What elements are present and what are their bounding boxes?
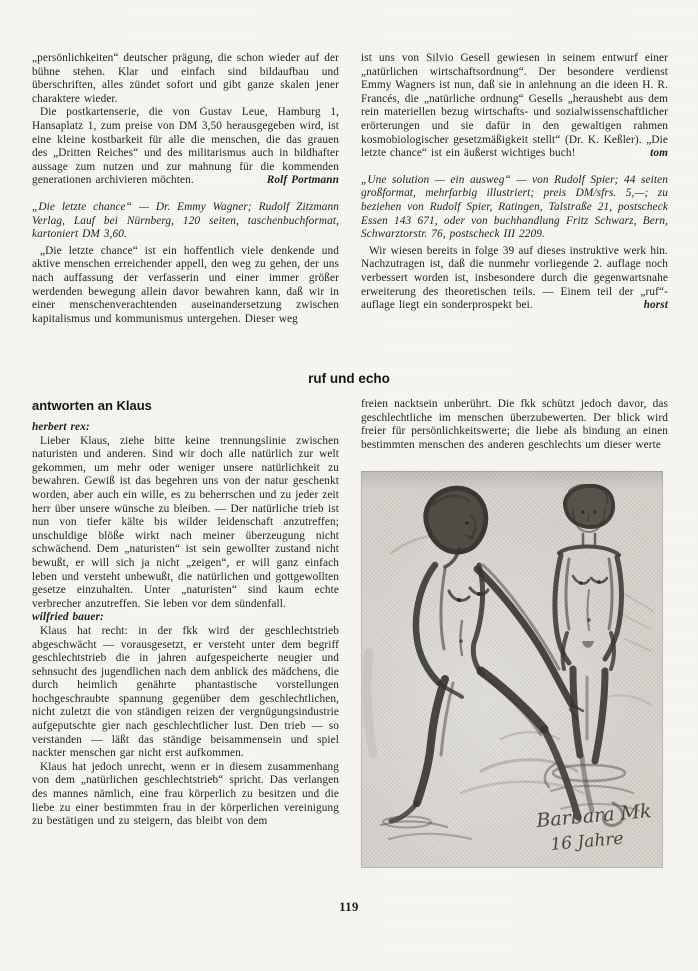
letter-wilfried-bauer-paragraph-1: Klaus hat recht: in der fkk wird der geschlechtstrieb abgeschwächt — vorausgesetzt, er versteht unter dem begriff geschlechtstrieb die in jahren aufgespeicherte neugier und sehnsucht des jugendlichen nach dem anblick des mädchens, die durch heimlich genährte phantastische vorstellungen hochgeschraubte spannung gegenüber dem geschlechtlichen, nicht zuletzt die von ständigen reizen der vergnügungsindustrie aufgeputschte gier nach geschlechtlicher lust. Den trieb — so verstanden — läßt das ständige beisammensein und spiel nackter menschen gar nicht erst aufkommen. bbox=[32, 624, 339, 760]
subsection-title-antworten-an-klaus: antworten an Klaus bbox=[32, 398, 152, 413]
book-info-une-solution: „Une solution — ein ausweg“ — von Rudolf Spier; 44 seiten großformat, mehrfarbig illustriert; preis DM/sfrs. 5,—; zu beziehen von Rudolf Spier, Ratingen, Talstraße 21, postscheck Essen 143 671, oder von buchhandlung Fritz Schwarz, Bern, Schwarztorstr. 76, postscheck III 2209. bbox=[361, 173, 668, 241]
top-review-section bbox=[32, 52, 668, 326]
book-review-die-letzte-chance: „Die letzte chance“ ist ein hoffentlich viele denkende und aktive menschen erreichender appell, den weg zu gehen, der uns nach auffassung der verfasserin und einer immer größer werdenden bewegung allein davor bewahren kann, daß wir in einer menschenverachtenden auseinandersetzung zwischen kapitalismus und kommunismus untergehen. Dieser weg bbox=[32, 244, 339, 325]
author-signature-horst: horst bbox=[643, 299, 668, 312]
echo-left-column bbox=[32, 398, 339, 868]
echo-section bbox=[32, 398, 668, 868]
review-continuation-paragraph: „persönlichkeiten“ deutscher prägung, die schon wieder auf der bühne stehen. Klar und einfach sind bildaufbau und überschriften, alles zündet sofort und gibt ganze skalen jener charaktere wieder. bbox=[32, 52, 339, 105]
top-right-column bbox=[361, 52, 668, 326]
letter-herbert-rex-paragraph: Lieber Klaus, ziehe bitte keine trennungslinie zwischen naturisten und anderen. Sind wir doch alle natürlich zur welt gekommen, um mehr oder weniger unsere natürlichkeit zu bewahren. Gewiß ist das begehren uns von der natur geschenkt worden, aber auch ein wille, es zu beherrschen und zu jeder zeit herr über unsere wünsche zu bleiben. — Der natürliche trieb ist nun von tiefer kälte bis wilder leidenschaft anzutreffen; unschuldige blöße wirkt nach meiner überzeugung nicht schwächend. Dem „naturisten“ ist sein gewollter zustand nicht bewußt, er will sich ja nicht „zeigen“, er will ganz einfach leben und versteht unbewußt, die natürlichen und gottgewollten gesetze einzuhalten. Unter „naturisten“ sind kaum echte verbrecher anzutreffen. Sie leben vor dem sündenfall. bbox=[32, 434, 339, 610]
book-info-die-letzte-chance: „Die letzte chance“ — Dr. Emmy Wagner; Rudolf Zitzmann Verlag, Lauf bei Nürnberg, 120 seiten, taschenbuchformat, kartoniert DM 3,60. bbox=[32, 200, 339, 241]
letter-author-herbert-rex: herbert rex: bbox=[32, 421, 90, 433]
top-left-column bbox=[32, 52, 339, 326]
section-heading-ruf-und-echo: ruf und echo bbox=[308, 371, 390, 386]
figure-sketch-image bbox=[361, 471, 663, 868]
letter-wilfried-bauer-paragraph-2: Klaus hat jedoch unrecht, wenn er in diesem zusammenhang von dem „natürlichen geschlechtstrieb“ spricht. Das verlangen des mannes nämlich, eine frau körperlich zu besitzen und die liebe zu einer bestimmten frau in der körperlichen vereinigung zu bestätigen und zu steigern, das bleibt von dem bbox=[32, 760, 339, 828]
paragraph-text: ist uns von Silvio Gesell gewiesen in seinem entwurf einer „natürlichen wirtschaftsordnung“. Der besondere verdienst Emmy Wagners ist nun, daß sie in anlehnung an die ideen H. R. Francés, die „natürliche ordnung“ Gesells „heraushebt aus dem rein materiellen bezug wirtschafts- und sozialwissenschaftlicher erörterungen und sie dafür in den gewaltigen rahmen kosmobiologischer gesetzmäßigkeit stellt“ (Dr. K. Keßler). „Die letzte chance“ ist ein äußerst wichtiges buch! bbox=[361, 52, 668, 160]
postcard-series-paragraph bbox=[32, 106, 339, 188]
echo-right-column bbox=[361, 398, 668, 868]
charcoal-sketch-two-figures bbox=[361, 471, 663, 868]
review-continuation-paragraph-right bbox=[361, 52, 668, 161]
paragraph-text: Wir wiesen bereits in folge 39 auf dieses instruktive werk hin. Nachzutragen ist, daß die nunmehr vorliegende 2. auflage noch verbessert worden ist, insbesondere durch die gegenwartsnahe erweiterung des theoretischen teils. — Einem teil der „ruf“-auflage liegt ein sonderprospekt bei. bbox=[361, 244, 668, 312]
book-review-une-solution bbox=[361, 245, 668, 313]
sketch-signature-name: Barbara Mk bbox=[535, 800, 653, 833]
letter-continuation-paragraph: freien nacktsein unberührt. Die fkk schützt jedoch davor, das geschlechtliche im menschen überzubewerten. Der blick wird freier für persönlichkeitswerte; die liebe als bindung an einen bestimmten menschen des anderen geschlechts um dieser werte bbox=[361, 398, 668, 451]
sketch-signature-age: 16 Jahre bbox=[549, 829, 625, 856]
author-signature-rolf-portmann: Rolf Portmann bbox=[266, 174, 339, 187]
paragraph-text: Die postkartenserie, die von Gustav Leue, Hamburg 1, Hansaplatz 1, zum preise von DM 3,50 herausgegeben wird, ist eine kleine kostbarkeit für alle die menschen, die das grauen des „Dritten Reiches“ und des militarismus auch in bildhafter aussage zum nutzen und zur mahnung für die kommenden generationen archivieren möchten. bbox=[32, 106, 339, 187]
letter-author-wilfried-bauer: wilfried bauer: bbox=[32, 611, 104, 624]
author-signature-tom: tom bbox=[650, 147, 668, 160]
page-number: 119 bbox=[339, 900, 359, 914]
